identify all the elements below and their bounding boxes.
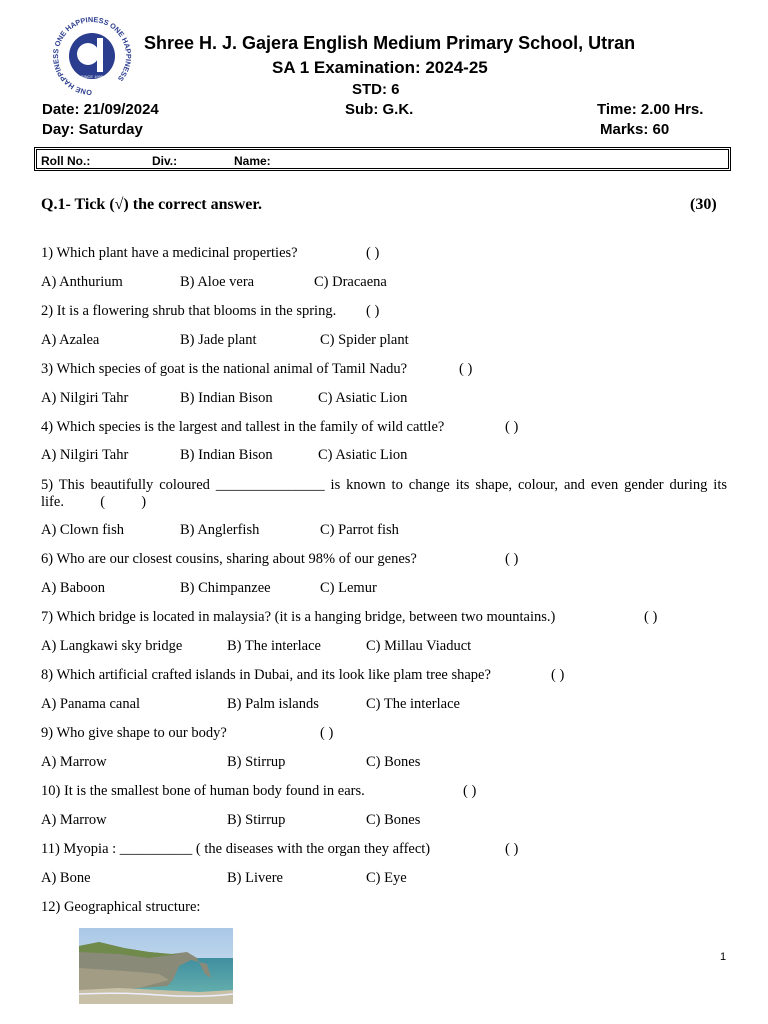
exam-date: Date: 21/09/2024 <box>42 101 159 118</box>
section-title: Q.1- Tick (√) the correct answer. <box>41 196 263 213</box>
exam-title: SA 1 Examination: 2024-25 <box>272 58 488 77</box>
question-6: 6) Who are our closest cousins, sharing about 98% of our genes? <box>41 551 417 567</box>
sea-arch-photo <box>79 928 233 1004</box>
q11-option-c: C) Eye <box>366 870 407 886</box>
answer-bracket: ( ) <box>320 725 334 741</box>
q11-option-a: A) Bone <box>41 870 91 886</box>
q3-option-a: A) Nilgiri Tahr <box>41 390 129 406</box>
question-5-text: 5) This beautifully coloured _______________ is known to change its shape, colour, and even gender during its life. <box>41 477 727 510</box>
q7-option-c: C) Millau Viaduct <box>366 638 472 654</box>
logo-ring-text: ONE HAPPINESS ONE HAPPINESS ONE HAPPINESS <box>51 16 134 96</box>
q4-option-a: A) Nilgiri Tahr <box>41 447 129 463</box>
q5-option-a: A) Clown fish <box>41 522 124 538</box>
question-11: 11) Myopia : __________ ( the diseases with the organ they affect) <box>41 841 431 857</box>
q1-option-a: A) Anthurium <box>41 274 123 290</box>
q9-option-c: C) Bones <box>366 754 421 770</box>
q1-option-c: C) Dracaena <box>314 274 387 290</box>
question-7: 7) Which bridge is located in malaysia? (it is a hanging bridge, between two mountains.) <box>41 609 556 625</box>
school-logo <box>44 16 140 96</box>
q6-option-b: B) Chimpanzee <box>180 580 271 596</box>
q4-option-c: C) Asiatic Lion <box>318 447 408 463</box>
standard: STD: 6 <box>352 81 400 98</box>
q1-option-b: B) Aloe vera <box>180 274 255 290</box>
subject: Sub: G.K. <box>345 101 414 118</box>
q8-option-b: B) Palm islands <box>227 696 319 712</box>
question-2: 2) It is a flowering shrub that blooms in the spring. <box>41 303 337 319</box>
answer-bracket: ( ) <box>463 783 477 799</box>
q5-option-c: C) Parrot fish <box>320 522 399 538</box>
question-12: 12) Geographical structure: <box>41 899 201 915</box>
question-8: 8) Which artificial crafted islands in Dubai, and its look like plam tree shape? <box>41 667 491 683</box>
question-5 <box>41 477 727 511</box>
q5-option-b: B) Anglerfish <box>180 522 260 538</box>
q3-option-c: C) Asiatic Lion <box>318 390 408 406</box>
q10-option-a: A) Marrow <box>41 812 107 828</box>
q9-option-a: A) Marrow <box>41 754 107 770</box>
q7-option-b: B) The interlace <box>227 638 321 654</box>
q11-option-b: B) Livere <box>227 870 283 886</box>
roll-no-label: Roll No.: <box>41 154 91 168</box>
question-4: 4) Which species is the largest and tallest in the family of wild cattle? <box>41 419 445 435</box>
q8-option-c: C) The interlace <box>366 696 460 712</box>
answer-bracket: ( ) <box>505 419 519 435</box>
answer-bracket: ( ) <box>505 841 519 857</box>
answer-bracket: ( ) <box>366 303 380 319</box>
q2-option-c: C) Spider plant <box>320 332 409 348</box>
answer-bracket: ( ) <box>100 494 147 510</box>
school-name: Shree H. J. Gajera English Medium Primary School, Utran <box>144 33 636 53</box>
q7-option-a: A) Langkawi sky bridge <box>41 638 183 654</box>
student-info-box <box>34 147 731 171</box>
section-marks: (30) <box>690 196 717 213</box>
q9-option-b: B) Stirrup <box>227 754 286 770</box>
answer-bracket: ( ) <box>459 361 473 377</box>
q10-option-c: C) Bones <box>366 812 421 828</box>
q8-option-a: A) Panama canal <box>41 696 141 712</box>
answer-bracket: ( ) <box>551 667 565 683</box>
q4-option-b: B) Indian Bison <box>180 447 273 463</box>
logo-since: SINCE 1995 <box>80 74 104 79</box>
q2-option-b: B) Jade plant <box>180 332 257 348</box>
answer-bracket: ( ) <box>366 245 380 261</box>
question-3: 3) Which species of goat is the national animal of Tamil Nadu? <box>41 361 408 377</box>
q6-option-c: C) Lemur <box>320 580 377 596</box>
q10-option-b: B) Stirrup <box>227 812 286 828</box>
q6-option-a: A) Baboon <box>41 580 106 596</box>
page-number: 1 <box>720 951 727 963</box>
question-1: 1) Which plant have a medicinal properties? <box>41 245 298 261</box>
q3-option-b: B) Indian Bison <box>180 390 273 406</box>
q2-option-a: A) Azalea <box>41 332 100 348</box>
name-label: Name: <box>234 154 271 168</box>
total-marks: Marks: 60 <box>600 121 670 138</box>
question-9: 9) Who give shape to our body? <box>41 725 227 741</box>
division-label: Div.: <box>152 154 178 168</box>
question-10: 10) It is the smallest bone of human body found in ears. <box>41 783 365 799</box>
answer-bracket: ( ) <box>644 609 658 625</box>
exam-time: Time: 2.00 Hrs. <box>597 101 704 118</box>
exam-day: Day: Saturday <box>42 121 143 138</box>
answer-bracket: ( ) <box>505 551 519 567</box>
